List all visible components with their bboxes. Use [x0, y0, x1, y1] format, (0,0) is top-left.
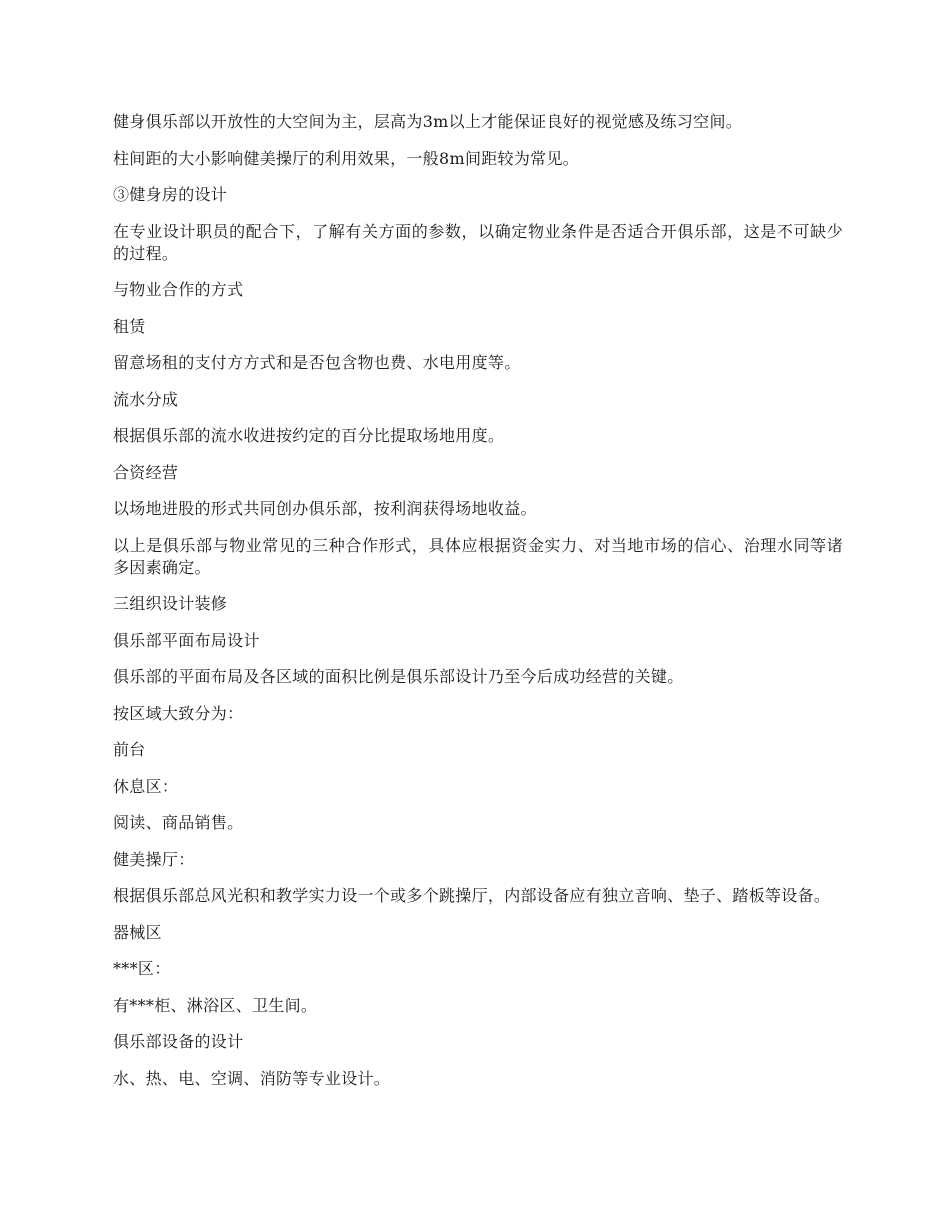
heading-design-renovation: 三组织设计装修	[113, 594, 228, 613]
paragraph-equipment-design-detail: 水、热、电、空调、消防等专业设计。	[113, 1068, 391, 1088]
paragraph-column-spacing: 柱间距的大小影响健美操厅的利用效果，一般8m间距较为常见。	[113, 148, 580, 168]
paragraph-floor-plan-detail: 俱乐部的平面布局及各区域的面积比例是俱乐部设计乃至今后成功经营的关键。	[113, 667, 684, 686]
list-item-front-desk: 前台	[113, 740, 146, 759]
list-item-aerobics-hall: 健美操厅：	[113, 849, 195, 869]
list-item-lounge: 休息区：	[113, 776, 179, 796]
paragraph-masked-area-detail: 有***柜、淋浴区、卫生间。	[113, 995, 318, 1015]
list-item-equipment-area: 器械区	[113, 922, 162, 942]
paragraph-area-division: 按区域大致分为：	[113, 703, 244, 723]
paragraph-ceiling-height: 健身俱乐部以开放性的大空间为主，层高为3m以上才能保证良好的视觉感及练习空间。	[113, 112, 743, 131]
document-body	[113, 111, 843, 1104]
heading-floor-plan: 俱乐部平面布局设计	[113, 630, 260, 650]
paragraph-revenue-share-detail: 根据俱乐部的流水收进按约定的百分比提取场地用度。	[113, 426, 505, 445]
heading-gym-design: ③健身房的设计	[113, 185, 228, 204]
paragraph-cooperation-summary: 以上是俱乐部与物业常见的三种合作形式，具体应根据资金实力、对当地市场的信心、治理水同等诸多因素确定。	[113, 535, 843, 577]
heading-lease: 租赁	[113, 316, 146, 336]
list-item-masked-area: ***区：	[113, 959, 171, 978]
paragraph-design-parameters: 在专业设计职员的配合下，了解有关方面的参数，以确定物业条件是否适合开俱乐部，这是不可缺少的过程。	[113, 221, 843, 263]
heading-joint-venture: 合资经营	[113, 462, 179, 482]
paragraph-aerobics-hall-detail: 根据俱乐部总风光积和教学实力设一个或多个跳操厅，内部设备应有独立音响、垫子、踏板等设备。	[113, 886, 831, 905]
heading-revenue-share: 流水分成	[113, 389, 179, 409]
heading-equipment-design: 俱乐部设备的设计	[113, 1032, 244, 1051]
paragraph-lease-detail: 留意场租的支付方方式和是否包含物也费、水电用度等。	[113, 353, 521, 372]
paragraph-joint-venture-detail: 以场地进股的形式共同创办俱乐部，按利润获得场地收益。	[113, 499, 537, 518]
paragraph-lounge-detail: 阅读、商品销售。	[113, 813, 244, 832]
heading-cooperation-methods: 与物业合作的方式	[113, 280, 244, 299]
